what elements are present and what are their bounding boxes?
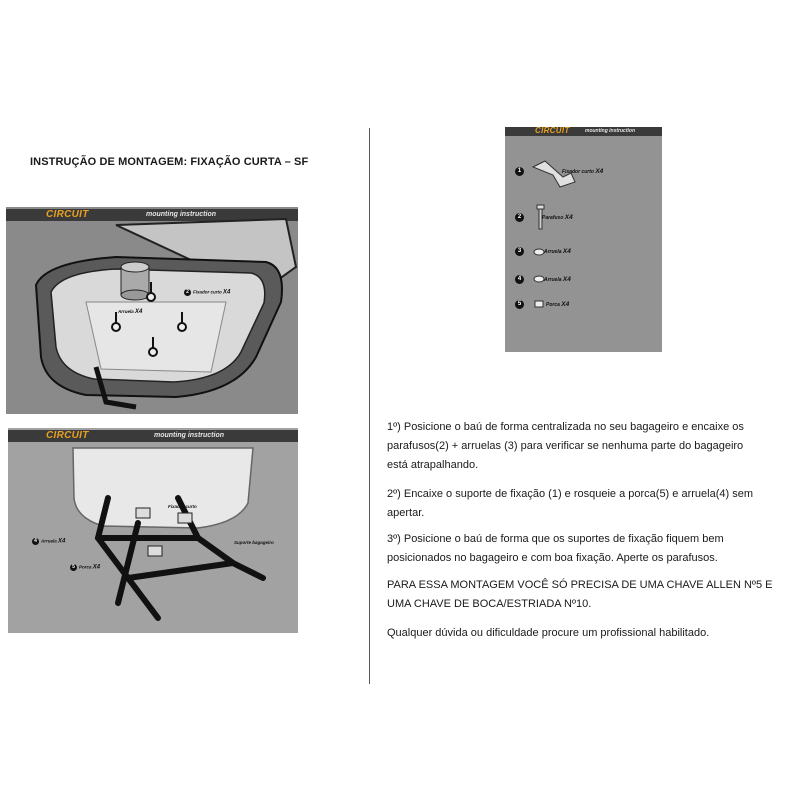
- step-line: parafusos(2) + arruelas (3) para verificar se nenhuma parte do bagageiro: [387, 440, 744, 452]
- step-1: [387, 418, 744, 475]
- part-qty: X4: [595, 167, 604, 175]
- help-note: [387, 624, 709, 643]
- brand-logo: CIRCUIT: [535, 127, 570, 135]
- step-line: Qualquer dúvida ou dificuldade procure um profissional habilitado.: [387, 627, 710, 639]
- brand-logo: CIRCUIT: [46, 430, 89, 441]
- callout-qty: X4: [58, 538, 66, 545]
- figure-parts-list: [505, 127, 662, 352]
- figure-case-interior: [6, 207, 298, 414]
- callout-label: Fixador curto: [193, 289, 222, 295]
- part-qty: X4: [562, 275, 571, 283]
- callout-number: 4: [32, 538, 39, 545]
- part-row: [515, 213, 573, 222]
- part-name: Parafuso: [542, 214, 564, 221]
- callout-label: Arruela: [118, 309, 134, 314]
- callout-label: Fixador curto: [168, 504, 197, 509]
- page-title: INSTRUÇÃO DE MONTAGEM: FIXAÇÃO CURTA – SF: [30, 156, 309, 168]
- part-number: 3: [515, 247, 524, 256]
- step-line: apertar.: [387, 507, 425, 519]
- part-row: [515, 275, 571, 284]
- step-line: PARA ESSA MONTAGEM VOCÊ SÓ PRECISA DE UMA CHAVE ALLEN Nº5 E: [387, 579, 773, 591]
- step-3: [387, 530, 724, 568]
- callout-fixador-curto: [168, 504, 197, 509]
- part-qty: X4: [562, 247, 571, 255]
- brand-logo: CIRCUIT: [46, 209, 89, 220]
- figure-header-caption: mounting instruction: [154, 432, 224, 439]
- part-number: 2: [515, 213, 524, 222]
- callout-number: 5: [70, 564, 77, 571]
- part-qty: X4: [561, 300, 570, 308]
- case-interior-illustration: [6, 207, 298, 414]
- callout-label: Suporte bagageiro: [234, 540, 274, 545]
- callout-arruela: [32, 538, 65, 545]
- part-number: 5: [515, 300, 524, 309]
- callout-porca: [70, 564, 100, 571]
- part-name: Arruela: [544, 248, 562, 255]
- figure-header-caption: mounting instruction: [146, 211, 216, 218]
- callout-arruela: [118, 309, 142, 315]
- callout-label: Porca: [79, 564, 92, 570]
- part-name: Porca: [546, 301, 560, 308]
- part-name: Fixador curto: [562, 168, 594, 175]
- rack-assembly-illustration: [8, 428, 298, 633]
- callout-suporte: [234, 540, 274, 545]
- step-2: [387, 485, 753, 523]
- callout-number: 2: [184, 289, 191, 296]
- part-row: [515, 300, 569, 309]
- step-line: está atrapalhando.: [387, 459, 479, 471]
- step-line: 1º) Posicione o baú de forma centralizada no seu bagageiro e encaixe os: [387, 421, 744, 433]
- part-row: [515, 167, 603, 176]
- step-line: UMA CHAVE DE BOCA/ESTRIADA Nº10.: [387, 598, 592, 610]
- step-line: 2º) Encaixe o suporte de fixação (1) e rosqueie a porca(5) e arruela(4) sem: [387, 488, 753, 500]
- step-line: posicionados no bagageiro e com boa fixação. Aperte os parafusos.: [387, 552, 718, 564]
- callout-qty: X4: [135, 309, 143, 315]
- parts-illustration: [505, 127, 662, 352]
- callout-fixador-curto: [184, 289, 230, 296]
- column-divider: [369, 128, 370, 684]
- part-number: 1: [515, 167, 524, 176]
- part-qty: X4: [564, 213, 573, 221]
- figure-rack-assembly: [8, 428, 298, 633]
- tools-note: [387, 576, 772, 614]
- callout-qty: X4: [223, 289, 231, 296]
- figure-header-caption: mounting instruction: [585, 128, 635, 134]
- part-row: [515, 247, 571, 256]
- callout-qty: X4: [92, 564, 101, 571]
- step-line: 3º) Posicione o baú de forma que os suportes de fixação fiquem bem: [387, 533, 724, 545]
- part-name: Arruela: [544, 276, 562, 283]
- part-number: 4: [515, 275, 524, 284]
- callout-label: Arruela: [41, 538, 57, 544]
